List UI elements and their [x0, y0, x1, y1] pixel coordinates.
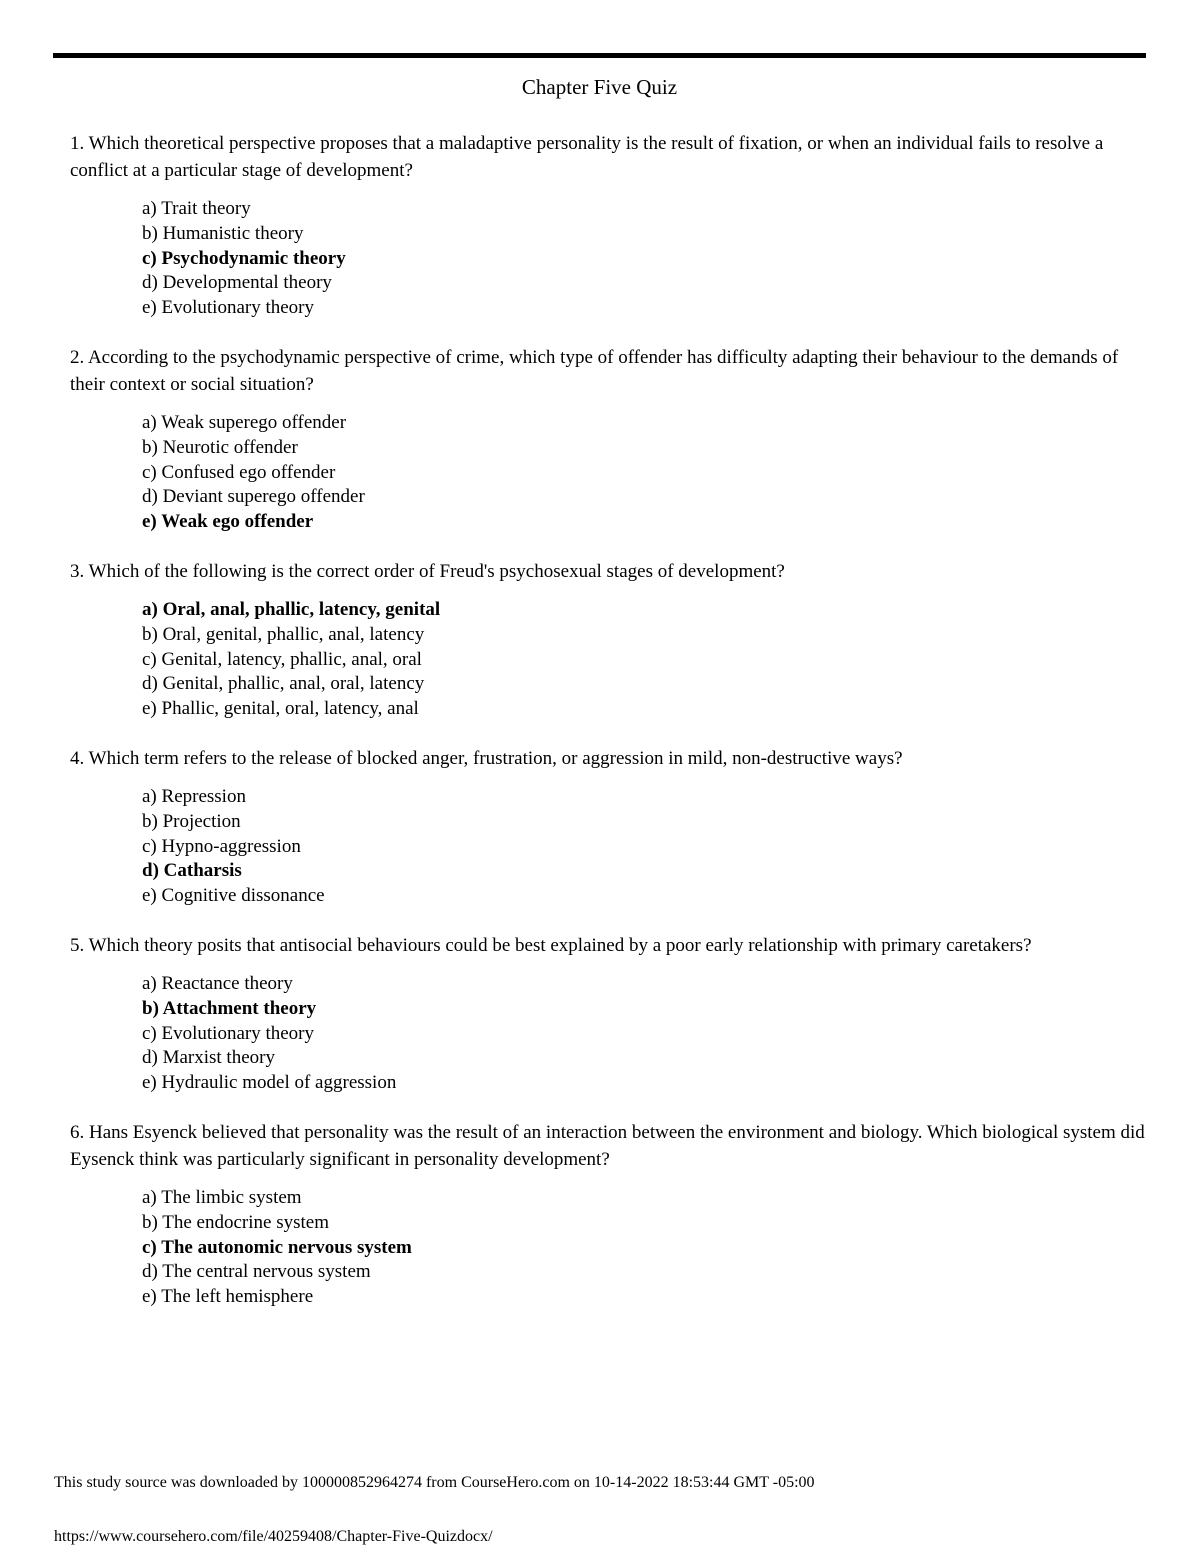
option-text: Developmental theory — [162, 272, 332, 294]
answer-option — [142, 598, 1146, 623]
option-text: Evolutionary theory — [161, 1022, 315, 1044]
option-text: Confused ego offender — [161, 461, 336, 483]
option-label: d) — [142, 1261, 158, 1283]
option-label: a) — [142, 1186, 157, 1208]
answer-option — [142, 1236, 1146, 1261]
question-number: 4. — [70, 747, 85, 769]
question-number: 5. — [70, 934, 85, 956]
option-label: b) — [142, 810, 158, 832]
option-label: e) — [142, 511, 157, 533]
options-list — [142, 197, 1146, 321]
answer-option — [142, 1211, 1146, 1236]
option-label: d) — [142, 1047, 158, 1069]
quiz-content — [53, 130, 1146, 1310]
option-label: a) — [142, 785, 157, 807]
option-label: e) — [142, 297, 157, 319]
question-block-3 — [70, 558, 1146, 722]
option-text: Weak superego offender — [161, 411, 347, 433]
option-text: The autonomic nervous system — [161, 1236, 412, 1258]
option-label: e) — [142, 885, 157, 907]
question-block-5 — [70, 932, 1146, 1096]
option-label: e) — [142, 698, 157, 720]
question-body: Which theoretical perspective proposes that a maladaptive personality is the result of fixation, or when an individual fails to resolve a conflict at a particular stage of development? — [70, 133, 1104, 181]
question-number: 2. — [70, 346, 85, 368]
option-label: a) — [142, 598, 158, 620]
options-list — [142, 1186, 1146, 1310]
question-text — [70, 558, 1146, 585]
question-text — [70, 344, 1146, 398]
question-body: According to the psychodynamic perspective of crime, which type of offender has difficulty adapting their behaviour to the demands of their context or social situation? — [70, 346, 1119, 395]
option-text: Phallic, genital, oral, latency, anal — [161, 698, 419, 720]
option-label: d) — [142, 486, 158, 508]
option-text: Projection — [162, 810, 241, 832]
option-text: Humanistic theory — [162, 222, 304, 244]
question-number: 6. — [70, 1121, 85, 1143]
answer-option — [142, 810, 1146, 835]
page-title: Chapter Five Quiz — [521, 75, 678, 99]
question-text — [70, 932, 1146, 959]
question-block-4 — [70, 745, 1146, 909]
document-page — [53, 53, 1146, 1333]
answer-option — [142, 1186, 1146, 1211]
answer-option — [142, 222, 1146, 247]
question-body: Which of the following is the correct order of Freud's psychosexual stages of development? — [88, 560, 785, 582]
option-label: c) — [142, 1236, 157, 1258]
option-label: a) — [142, 972, 157, 994]
options-list — [142, 411, 1146, 535]
option-label: d) — [142, 272, 158, 294]
answer-option — [142, 1071, 1146, 1096]
answer-option — [142, 436, 1146, 461]
option-label: b) — [142, 997, 159, 1019]
answer-option — [142, 461, 1146, 486]
option-text: Hypno-aggression — [161, 835, 301, 857]
answer-option — [142, 884, 1146, 909]
option-label: a) — [142, 198, 157, 219]
answer-option — [142, 1285, 1146, 1310]
question-block-2 — [70, 344, 1146, 535]
option-text: Evolutionary theory — [161, 297, 315, 319]
question-body: Which theory posits that antisocial behaviours could be best explained by a poor early relationship with primary caretakers? — [88, 934, 1032, 956]
option-text: The endocrine system — [162, 1211, 329, 1233]
answer-option — [142, 411, 1146, 436]
answer-option — [142, 1046, 1146, 1071]
option-text: Genital, phallic, anal, oral, latency — [162, 673, 425, 695]
option-label: a) — [142, 411, 157, 433]
option-text: Repression — [161, 785, 246, 807]
answer-option — [142, 623, 1146, 648]
answer-option — [142, 271, 1146, 296]
option-text: The central nervous system — [162, 1261, 371, 1283]
option-label: b) — [142, 222, 158, 244]
answer-option — [142, 672, 1146, 697]
option-label: b) — [142, 1211, 158, 1233]
option-text: Neurotic offender — [162, 436, 298, 458]
option-label: e) — [142, 1072, 157, 1094]
option-label: d) — [142, 860, 159, 882]
question-body: Which term refers to the release of blocked anger, frustration, or aggression in mild, non-destructive ways? — [88, 747, 903, 769]
answer-option — [142, 785, 1146, 810]
option-text: Cognitive dissonance — [161, 885, 325, 907]
option-label: c) — [142, 461, 157, 483]
question-text — [70, 745, 1146, 772]
answer-option — [142, 1260, 1146, 1285]
option-text: The limbic system — [161, 1186, 302, 1208]
option-label: e) — [142, 1286, 157, 1308]
option-label: d) — [142, 673, 158, 695]
option-label: b) — [142, 436, 158, 458]
option-text: Weak ego offender — [161, 511, 314, 533]
options-list — [142, 598, 1146, 722]
question-block-6 — [70, 1119, 1146, 1310]
option-text: Psychodynamic theory — [161, 247, 346, 269]
footer-source-url: https://www.coursehero.com/file/40259408/Chapter-Five-Quizdocx/ — [54, 1528, 493, 1545]
answer-option — [142, 510, 1146, 535]
options-list — [142, 785, 1146, 909]
question-number: 1. — [70, 133, 85, 154]
option-text: Deviant superego offender — [162, 486, 365, 508]
answer-option — [142, 1022, 1146, 1047]
option-text: Trait theory — [161, 198, 251, 219]
option-text: Hydraulic model of aggression — [161, 1072, 397, 1094]
answer-option — [142, 296, 1146, 321]
option-label: c) — [142, 1022, 157, 1044]
option-text: Reactance theory — [161, 972, 293, 994]
question-number: 3. — [70, 560, 85, 582]
option-text: Oral, genital, phallic, anal, latency — [162, 623, 425, 645]
answer-option — [142, 859, 1146, 884]
options-list — [142, 972, 1146, 1096]
answer-option — [142, 247, 1146, 272]
top-horizontal-rule — [53, 53, 1146, 58]
option-text: Genital, latency, phallic, anal, oral — [161, 648, 422, 670]
answer-option — [142, 485, 1146, 510]
question-text — [70, 1119, 1146, 1173]
answer-option — [142, 197, 1146, 222]
question-text — [70, 130, 1146, 184]
footer-download-note: This study source was downloaded by 100000852964274 from CourseHero.com on 10-14-2022 18:53:44 GMT -05:00 — [54, 1474, 815, 1491]
option-label: c) — [142, 835, 157, 857]
question-body: Hans Esyenck believed that personality was the result of an interaction between the environment and biology. Which biological system did Eysenck think was particularly significant in personality development? — [70, 1121, 1145, 1170]
option-label: c) — [142, 247, 157, 269]
option-text: Oral, anal, phallic, latency, genital — [162, 598, 441, 620]
answer-option — [142, 648, 1146, 673]
option-label: b) — [142, 623, 158, 645]
option-text: The left hemisphere — [161, 1286, 314, 1308]
option-text: Marxist theory — [162, 1047, 275, 1069]
answer-option — [142, 997, 1146, 1022]
question-block-1 — [70, 130, 1146, 321]
answer-option — [142, 835, 1146, 860]
answer-option — [142, 697, 1146, 722]
option-text: Catharsis — [163, 860, 242, 882]
answer-option — [142, 972, 1146, 997]
option-text: Attachment theory — [162, 997, 317, 1019]
option-label: c) — [142, 648, 157, 670]
